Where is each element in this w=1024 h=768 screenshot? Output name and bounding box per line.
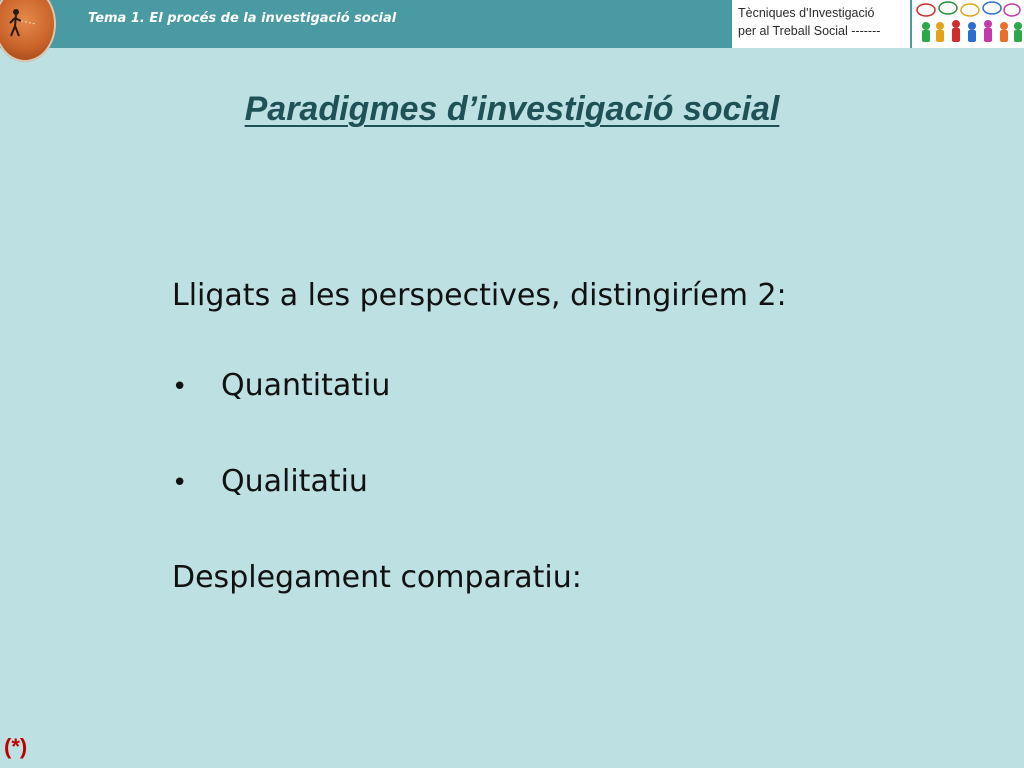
topic-title: Tema 1. El procés de la investigació social — [88, 11, 397, 26]
bullet-item-quantitatiu: Quantitatiu — [221, 368, 391, 403]
bullet-item-qualitatiu: Qualitatiu — [221, 464, 368, 499]
people-speech-bubbles-icon — [912, 0, 1024, 48]
figure-logo-icon — [0, 0, 56, 62]
slide-title-text: Paradigmes d’investigació social — [244, 90, 780, 128]
bullet-dot-1: • — [172, 372, 188, 402]
bullet-dot-2: • — [172, 468, 188, 498]
footnote-marker[interactable]: (*) — [4, 734, 28, 759]
slide-title — [0, 90, 1024, 129]
closing-text: Desplegament comparatiu: — [172, 560, 582, 595]
intro-text: Lligats a les perspectives, distingiríem 2: — [172, 278, 787, 313]
course-label-line-2: per al Treball Social ------- — [738, 24, 881, 38]
course-label-box — [732, 0, 910, 48]
course-label-line-1: Tècniques d'Investigació — [738, 6, 875, 20]
